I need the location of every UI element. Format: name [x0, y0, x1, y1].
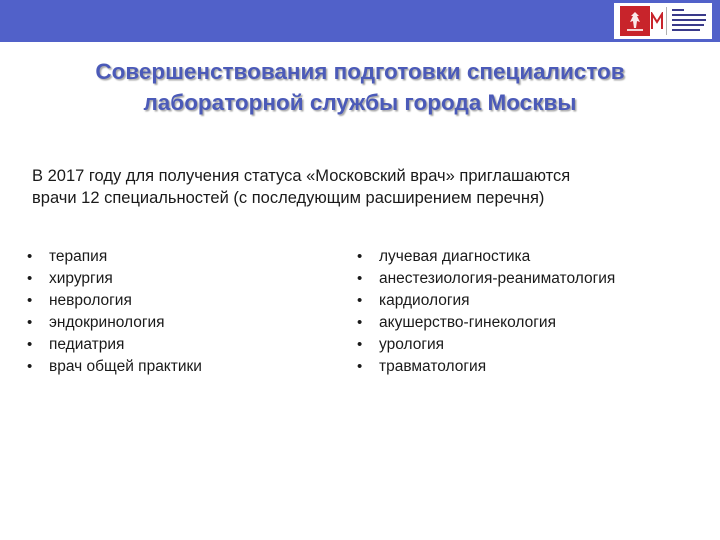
list-item: • травматология	[354, 356, 694, 378]
header-bar	[0, 0, 720, 42]
moscow-coat-of-arms-icon	[620, 6, 650, 36]
specialties-list-left	[24, 246, 324, 378]
list-item: • лучевая диагностика	[354, 246, 694, 268]
logo-text-decoration	[672, 9, 708, 35]
list-item: • эндокринология	[24, 312, 324, 334]
list-item: • анестезиология-реаниматология	[354, 268, 694, 290]
list-item: • хирургия	[24, 268, 324, 290]
list-item: • врач общей практики	[24, 356, 324, 378]
logo-divider	[666, 7, 667, 35]
moscow-health-logo	[614, 3, 712, 39]
intro-line-2: врачи 12 специальностей (с последующим расширением перечня)	[32, 189, 545, 207]
list-item: • акушерство-гинекология	[354, 312, 694, 334]
intro-paragraph	[32, 165, 702, 209]
moscow-m-icon	[651, 12, 663, 30]
specialties-list-right	[354, 246, 694, 378]
list-item: • педиатрия	[24, 334, 324, 356]
list-item: • неврология	[24, 290, 324, 312]
list-item: • урология	[354, 334, 694, 356]
intro-line-1: В 2017 году для получения статуса «Московский врач» приглашаются	[32, 167, 571, 185]
list-item: • терапия	[24, 246, 324, 268]
list-item: • кардиология	[354, 290, 694, 312]
slide-title-line-2: лабораторной службы города Москвы	[143, 90, 577, 115]
slide-title	[40, 56, 680, 118]
slide-title-line-1: Совершенствования подготовки специалистов	[95, 59, 625, 84]
